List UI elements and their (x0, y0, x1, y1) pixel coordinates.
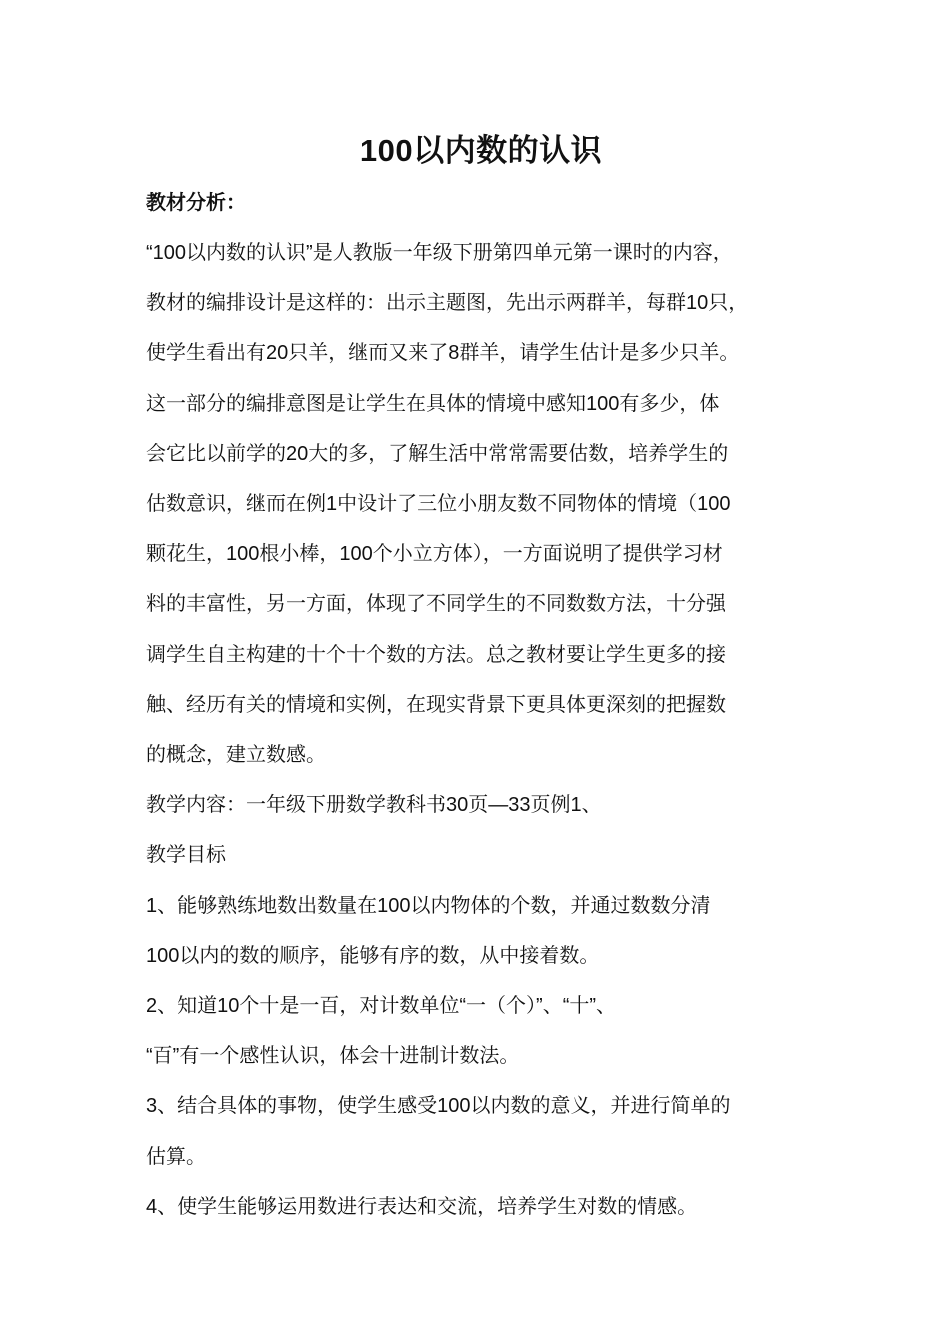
paragraph-line: “100以内数的认识”是人教版一年级下册第四单元第一课时的内容， (146, 242, 733, 264)
document-title: 100以内数的认识 (359, 133, 603, 168)
analysis-heading: 教材分析： (146, 192, 246, 214)
goal-line: 3、结合具体的事物，使学生感受100以内数的意义，并进行简单的 (146, 1095, 731, 1118)
teaching-content (146, 780, 816, 830)
analysis-paragraph (146, 228, 816, 780)
goal-line: 1、能够熟练地数出数量在100以内物体的个数，并通过数数分清 (146, 894, 711, 917)
goals-heading-line: 教学目标 (146, 844, 226, 867)
goal-line: 100以内的数的顺序，能够有序的数，从中接着数。 (146, 944, 600, 967)
paragraph-line: 估数意识，继而在例1中设计了三位小朋友数不同物体的情境（100 (146, 493, 731, 516)
paragraph-line: 这一部分的编排意图是让学生在具体的情境中感知100有多少，体 (146, 392, 720, 415)
goals-heading (146, 830, 816, 880)
goals-list (146, 881, 816, 1232)
goal-line: “百”有一个感性认识，体会十进制计数法。 (146, 1045, 520, 1068)
document-body (146, 126, 816, 1232)
goal-line: 4、使学生能够运用数进行表达和交流，培养学生对数的情感。 (146, 1195, 698, 1218)
paragraph-line: 调学生自主构建的十个十个数的方法。总之教材要让学生更多的接 (146, 643, 726, 666)
paragraph-line: 触、经历有关的情境和实例，在现实背景下更具体更深刻的把握数 (146, 693, 726, 716)
goal-line: 2、知道10个十是一百，对计数单位“一（个）”、“十”、 (146, 995, 617, 1018)
paragraph-line: 教材的编排设计是这样的：出示主题图，先出示两群羊，每群10只， (146, 292, 749, 315)
teaching-content-line: 教学内容：一年级下册数学教科书30页—33页例1、 (146, 794, 602, 817)
paragraph-line: 料的丰富性，另一方面，体现了不同学生的不同数数方法，十分强 (146, 593, 726, 616)
paragraph-line: 的概念，建立数感。 (146, 744, 326, 767)
paragraph-line: 会它比以前学的20大的多，了解生活中常常需要估数，培养学生的 (146, 442, 729, 465)
paragraph-line: 颗花生，100根小棒，100个小立方体），一方面说明了提供学习材 (146, 543, 723, 566)
goal-line: 估算。 (146, 1145, 206, 1168)
paragraph-line: 使学生看出有20只羊，继而又来了8群羊，请学生估计是多少只羊。 (146, 342, 740, 365)
